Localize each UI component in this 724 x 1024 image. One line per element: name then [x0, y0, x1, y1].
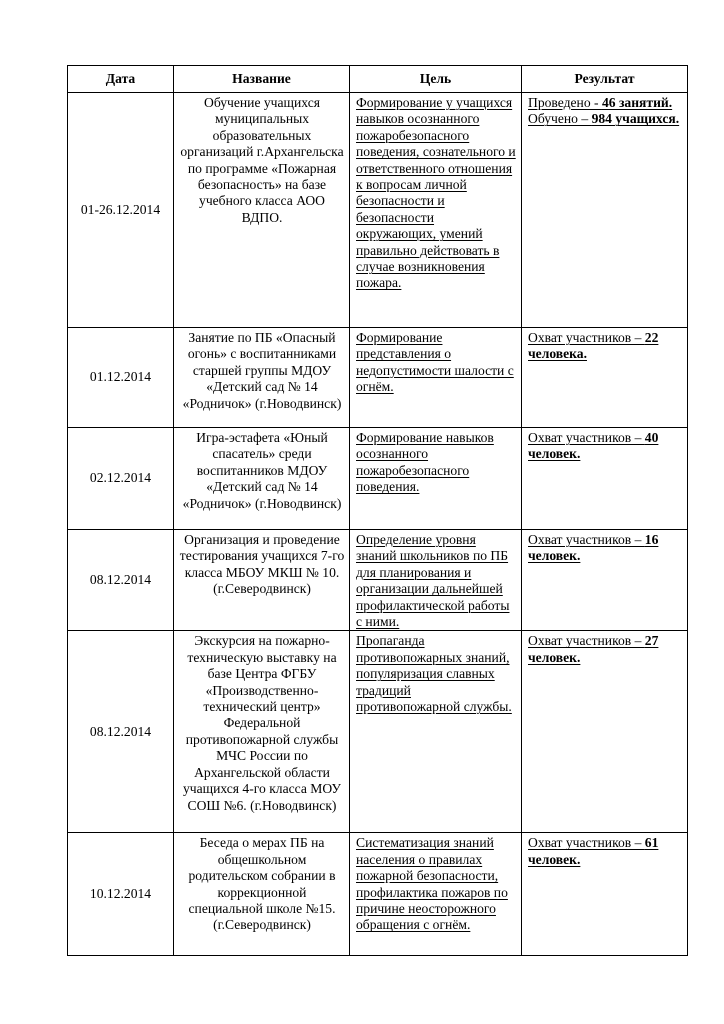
- result-value: 27 человек.: [528, 633, 659, 665]
- row-title: Организация и проведение тестирования учащихся 7-го класса МБОУ МКШ № 10. (г.Северодвинск): [174, 530, 350, 631]
- table-row: [68, 93, 688, 328]
- result-value: 16 человек.: [528, 532, 659, 564]
- row-goal-text: Определение уровня знаний школьников по ПБ для планирования и организации дальнейшей профилактической работы с ними.: [356, 532, 510, 630]
- row-title: Экскурсия на пожарно-техническую выставку на базе Центра ФГБУ «Производственно-технический центр» Федеральной противопожарной службы МЧС России по Архангельской области учащихся 4-го класса МОУ СОШ №6. (г.Новодвинск): [174, 631, 350, 833]
- result-label: Охват участников –: [528, 532, 645, 547]
- table-row: [68, 530, 688, 631]
- events-table: [67, 65, 688, 956]
- result-label: Проведено -: [528, 95, 602, 110]
- header-date: Дата: [68, 66, 174, 93]
- row-date: 01.12.2014: [68, 328, 174, 428]
- result-value: 22 человека.: [528, 330, 659, 362]
- result-value: 46 занятий.: [601, 95, 673, 110]
- result-value: 61 человек.: [528, 835, 659, 867]
- row-date: 08.12.2014: [68, 631, 174, 833]
- table-row: [68, 631, 688, 833]
- result-label: Охват участников –: [528, 633, 645, 649]
- row-result: [522, 631, 688, 833]
- row-date: 02.12.2014: [68, 428, 174, 530]
- table-row: [68, 328, 688, 428]
- row-goal-text: Систематизация знаний населения о правилах пожарной безопасности, профилактика пожаров по причине неосторожного обращения с огнём.: [356, 835, 508, 933]
- row-goal: [350, 530, 522, 631]
- result-value-2: 984 учащихся.: [591, 111, 680, 127]
- row-goal-text: Формирование у учащихся навыков осознанного пожаробезопасного поведения, сознательного и ответственного отношения к вопросам личной безопасности и безопасности окружающих, умений правильно действовать в случае возникновения пожара.: [356, 95, 516, 291]
- table-row: [68, 428, 688, 530]
- row-title: Беседа о мерах ПБ на общешкольном родительском собрании в коррекционной специальной школе №15. (г.Северодвинск): [174, 833, 350, 956]
- row-date: 08.12.2014: [68, 530, 174, 631]
- result-label: Охват участников –: [528, 835, 645, 851]
- row-date: 01-26.12.2014: [68, 93, 174, 328]
- header-goal: Цель: [350, 66, 522, 93]
- row-goal-text: Формирование навыков осознанного пожаробезопасного поведения.: [356, 430, 494, 495]
- row-goal: [350, 631, 522, 833]
- header-result: Результат: [522, 66, 688, 93]
- row-title: Игра-эстафета «Юный спасатель» среди воспитанников МДОУ «Детский сад № 14 «Родничок» (г.Новодвинск): [174, 428, 350, 530]
- row-result: [522, 328, 688, 428]
- row-goal-text: Формирование представления о недопустимости шалости с огнём.: [356, 330, 514, 395]
- row-goal: [350, 328, 522, 428]
- row-result: [522, 93, 688, 328]
- header-title: Название: [174, 66, 350, 93]
- row-result: [522, 833, 688, 956]
- header-row: [68, 66, 688, 93]
- row-goal-text: Пропаганда противопожарных знаний, популяризация славных традиций противопожарной службы.: [356, 633, 512, 715]
- row-goal: [350, 93, 522, 328]
- row-result: [522, 428, 688, 530]
- row-date: 10.12.2014: [68, 833, 174, 956]
- result-label: Охват участников –: [528, 430, 645, 445]
- result-value: 40 человек.: [528, 430, 659, 462]
- table-row: [68, 833, 688, 956]
- result-label-2: Обучено –: [528, 111, 592, 127]
- row-result: [522, 530, 688, 631]
- row-goal: [350, 428, 522, 530]
- row-title: Занятие по ПБ «Опасный огонь» с воспитанниками старшей группы МДОУ «Детский сад № 14 «Родничок» (г.Новодвинск): [174, 328, 350, 428]
- row-goal: [350, 833, 522, 956]
- result-label: Охват участников –: [528, 330, 645, 345]
- row-title: Обучение учащихся муниципальных образовательных организаций г.Архангельска по программе «Пожарная безопасность» на базе учебного класса АОО ВДПО.: [174, 93, 350, 328]
